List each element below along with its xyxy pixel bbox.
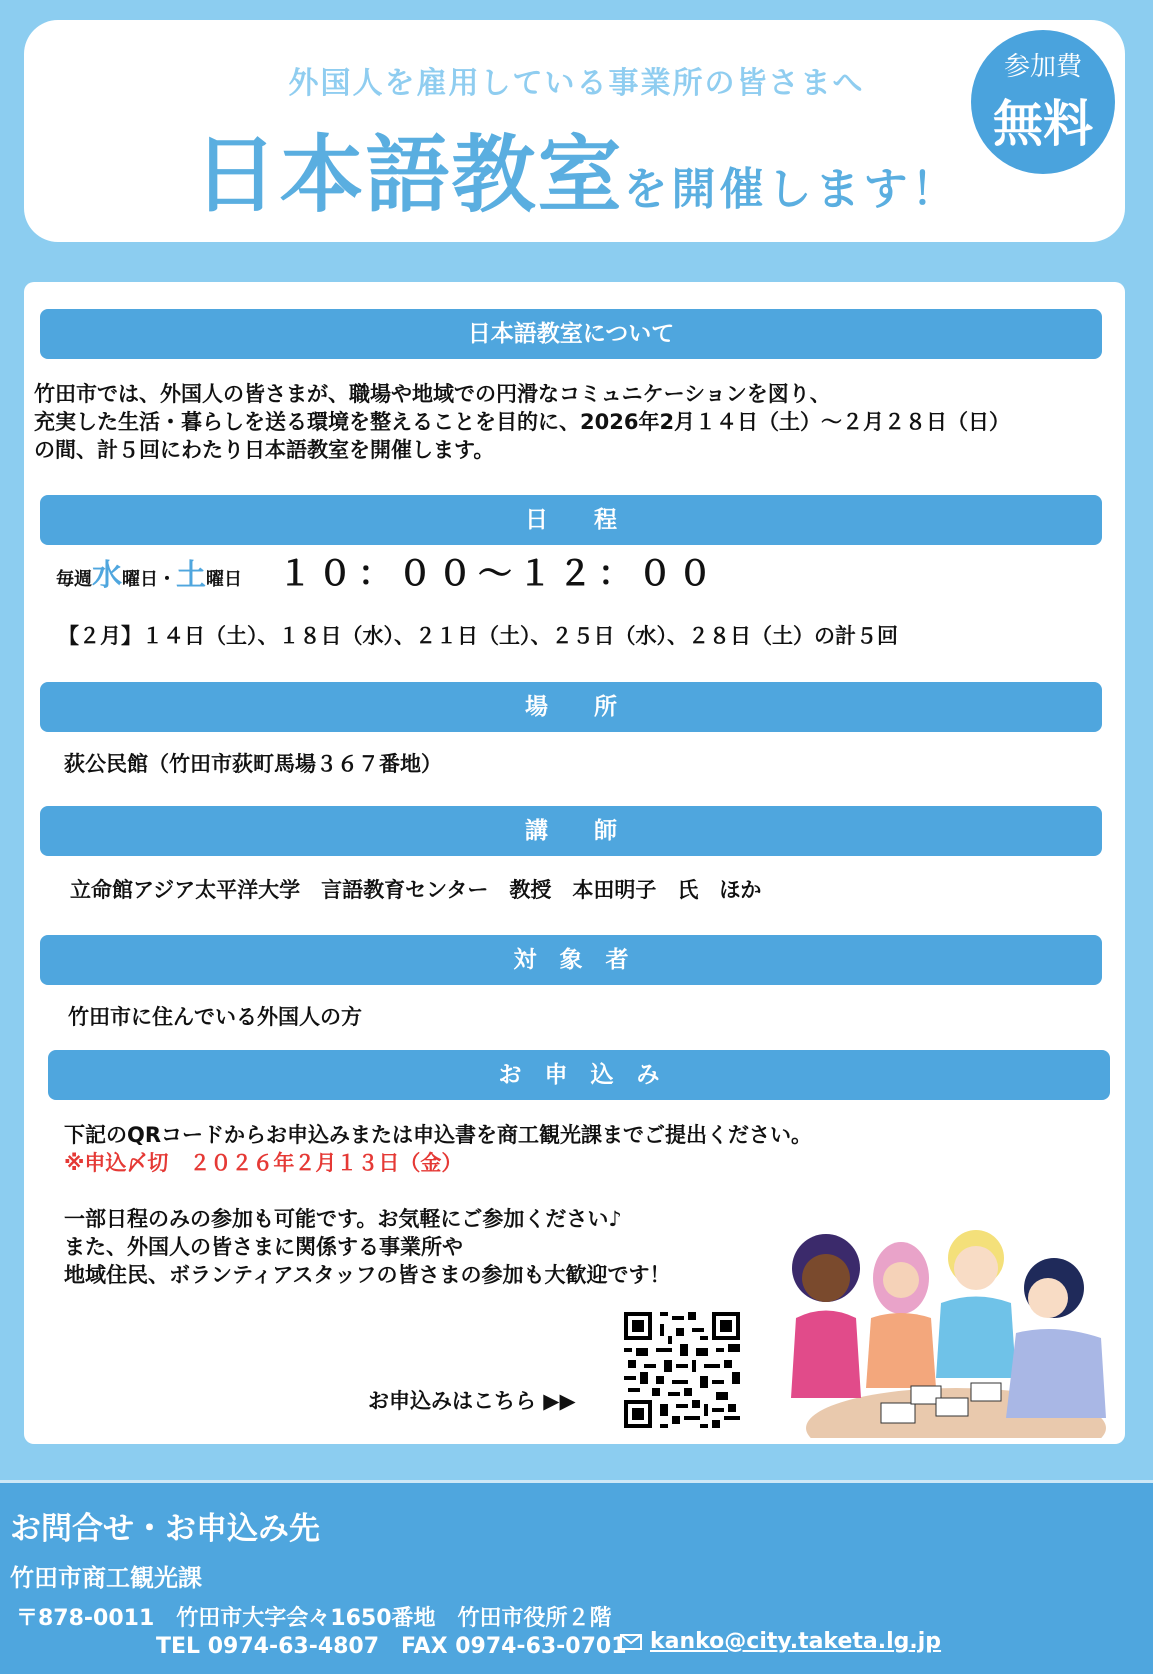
header-subtitle: 外国人を雇用している事業所の皆さまへ: [288, 66, 865, 101]
footer: [0, 1480, 1153, 1674]
target-text: 竹田市に住んでいる外国人の方: [68, 1005, 362, 1029]
schedule-prefix: 毎週: [56, 569, 92, 590]
section-heading-target: 対 象 者: [40, 935, 1102, 985]
apply-note-3: 地域住民、ボランティアスタッフの皆さまの参加も大歓迎です！: [64, 1263, 671, 1287]
apply-note-2: また、外国人の皆さまに関係する事業所や: [64, 1235, 463, 1259]
section-heading-venue: 場 所: [40, 682, 1102, 732]
footer-title: お問合せ・お申込み先: [10, 1511, 320, 1547]
venue-text: 荻公民館（竹田市荻町馬場３６７番地）: [64, 752, 442, 776]
qr-code-icon[interactable]: [624, 1312, 740, 1428]
schedule-day-wed: 水: [92, 558, 122, 593]
people-illustration: [786, 1218, 1116, 1438]
fee-label: 参加費: [1003, 52, 1082, 82]
title-main: 日本語教室: [193, 126, 624, 224]
apply-note-1: 一部日程のみの参加も可能です。お気軽にご参加ください♪: [64, 1207, 622, 1231]
section-heading-instructor: 講 師: [40, 806, 1102, 856]
footer-phone: TEL 0974-63-4807 FAX 0974-63-0701: [156, 1634, 627, 1659]
schedule-suffix-1: 曜日・: [122, 569, 176, 590]
about-line-1: 竹田市では、外国人の皆さまが、職場や地域での円滑なコミュニケーションを図り、: [34, 382, 831, 406]
footer-email-link[interactable]: kanko@city.taketa.lg.jp: [650, 1629, 942, 1654]
fee-value: 無料: [993, 95, 1093, 153]
apply-text: 下記のQRコードからお申込みまたは申込書を商工観光課までご提出ください。: [64, 1123, 813, 1147]
fee-badge: [971, 30, 1115, 174]
section-heading-apply: お 申 込 み: [48, 1050, 1110, 1100]
footer-email-row: [620, 1629, 941, 1654]
apply-deadline: ※申込〆切 ２０２６年２月１３日（金）: [64, 1151, 463, 1175]
schedule-weekly: [56, 554, 718, 594]
about-line-2: 充実した生活・暮らしを送る環境を整えることを目的に、2026年2月１４日（土）～２月２８日（日）: [34, 410, 1011, 434]
title-suffix: を開催します！: [623, 164, 960, 215]
section-heading-schedule: 日 程: [40, 495, 1102, 545]
section-heading-about: 日本語教室について: [40, 309, 1102, 359]
schedule-suffix-2: 曜日: [206, 569, 242, 590]
mail-icon: [620, 1634, 642, 1650]
schedule-dates: 【２月】１４日（土）、１８日（水）、２１日（土）、２５日（水）、２８日（土）の計５回: [58, 624, 898, 648]
instructor-text: 立命館アジア太平洋大学 言語教育センター 教授 本田明子 氏 ほか: [70, 878, 762, 902]
schedule-day-sat: 土: [176, 558, 206, 593]
schedule-time: １０：００～１２：００: [278, 554, 718, 594]
about-line-3: の間、計５回にわたり日本語教室を開催します。: [34, 438, 495, 462]
footer-department: 竹田市商工観光課: [10, 1564, 202, 1592]
about-text: [34, 380, 1010, 464]
footer-address: 〒878-0011 竹田市大字会々1650番地 竹田市役所２階: [16, 1606, 612, 1631]
qr-label: お申込みはこちら ▶▶: [368, 1389, 576, 1413]
